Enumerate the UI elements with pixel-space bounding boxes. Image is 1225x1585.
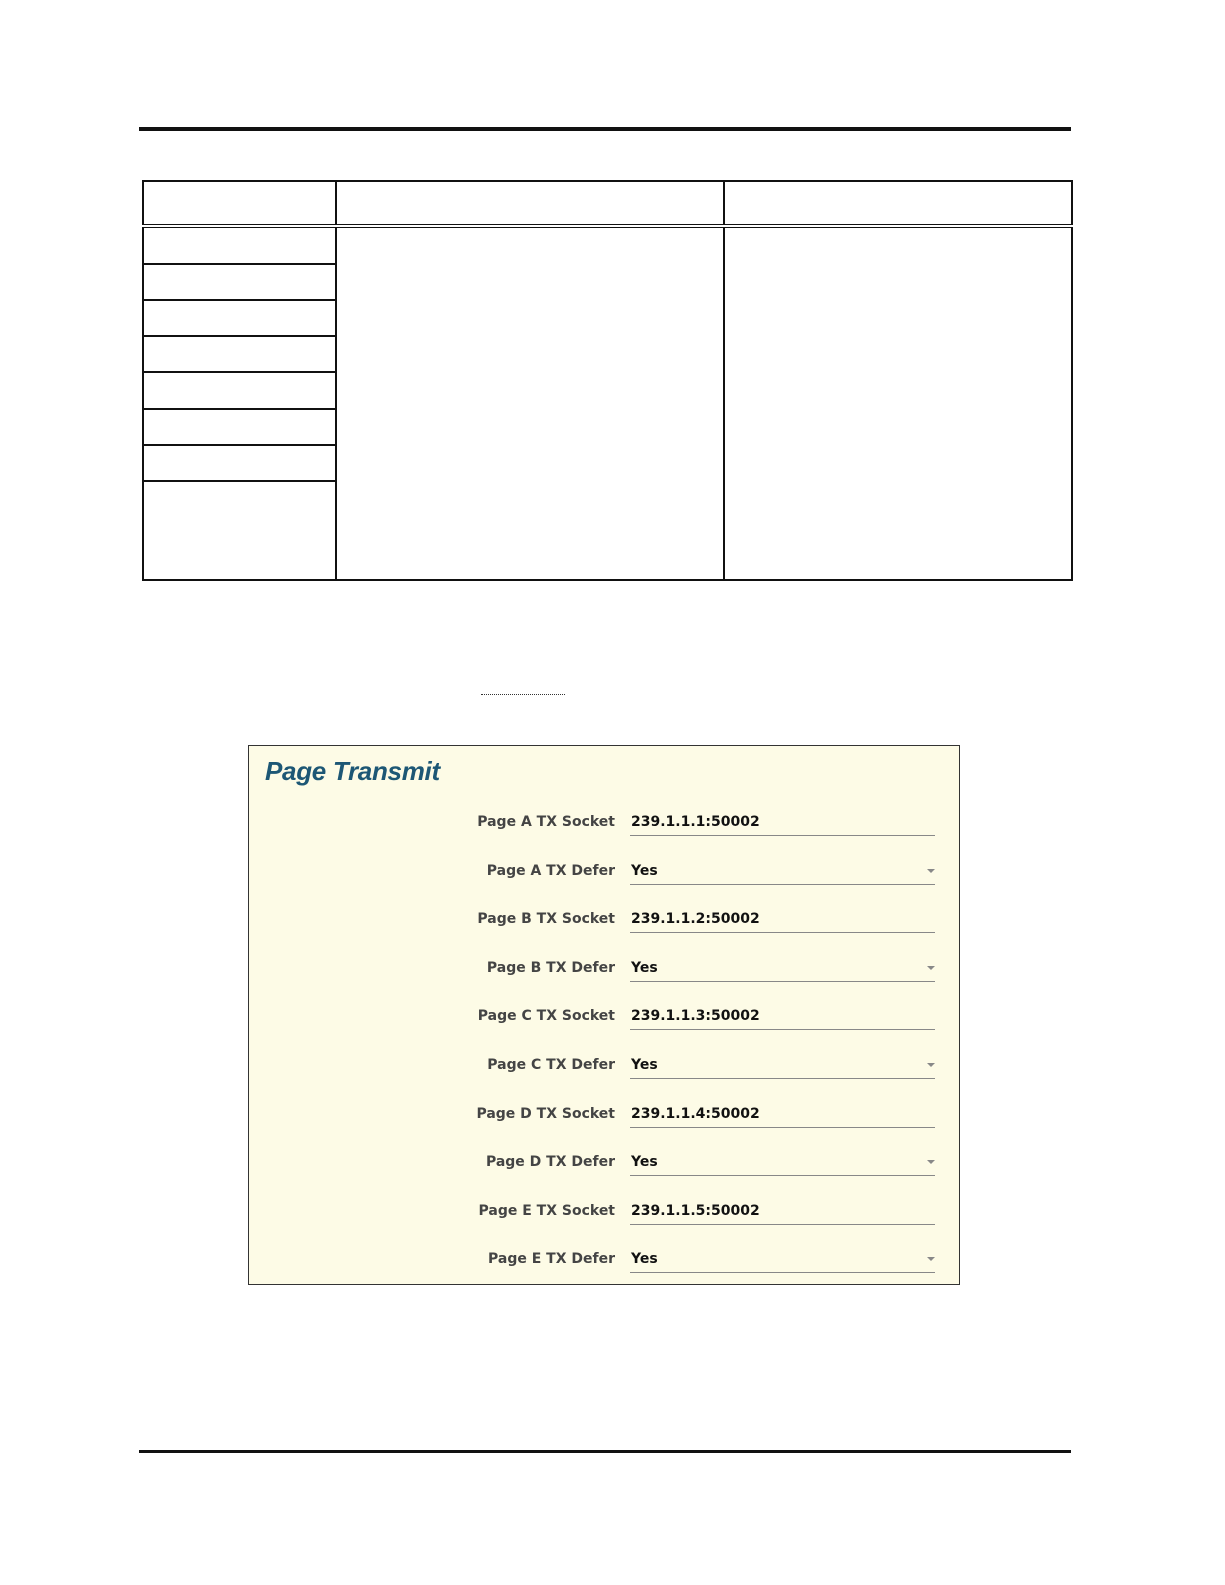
chevron-down-icon[interactable] [927, 869, 935, 873]
table-header-cell [143, 181, 336, 226]
page-c-tx-defer-label: Page C TX Defer [487, 1057, 615, 1073]
table-row [143, 226, 1072, 263]
panel-title: Page Transmit [265, 756, 440, 786]
page-e-tx-defer-label: Page E TX Defer [488, 1251, 615, 1268]
page-e-tx-socket-input[interactable] [630, 1197, 935, 1225]
table-cell [143, 445, 336, 481]
page-e-tx-socket-row [249, 1195, 961, 1231]
page-c-tx-defer-row [249, 1049, 961, 1085]
page-e-tx-defer-row [249, 1243, 961, 1279]
page-a-tx-defer-value: Yes [631, 862, 658, 879]
page-e-tx-socket-label: Page E TX Socket [478, 1202, 615, 1219]
page-c-tx-socket-row [249, 1000, 961, 1036]
page-b-tx-socket-input[interactable] [630, 905, 935, 933]
page-c-tx-socket-value: 239.1.1.3:50002 [631, 1008, 760, 1025]
page-d-tx-socket-input[interactable] [630, 1100, 935, 1128]
table-cell-notes [724, 226, 1072, 580]
page-c-tx-socket-label: Page C TX Socket [477, 1008, 615, 1025]
page-b-tx-defer-select[interactable] [630, 954, 935, 982]
parameter-table [142, 180, 1073, 581]
page-d-tx-socket-label: Page D TX Socket [476, 1105, 615, 1122]
page-c-tx-socket-input[interactable] [630, 1002, 935, 1030]
page-d-tx-defer-row [249, 1146, 961, 1182]
table-cell [143, 336, 336, 372]
page-a-tx-socket-value: 239.1.1.1:50002 [631, 814, 760, 830]
page-b-tx-socket-value: 239.1.1.2:50002 [631, 911, 760, 928]
table-cell [143, 409, 336, 445]
page-e-tx-defer-value: Yes [631, 1251, 658, 1268]
page-a-tx-defer-row [249, 855, 961, 891]
table-cell [143, 372, 336, 408]
chevron-down-icon[interactable] [927, 1063, 935, 1067]
table-cell [143, 481, 336, 580]
page-d-tx-defer-value: Yes [631, 1154, 658, 1171]
table-header-row [143, 181, 1072, 226]
page-a-tx-defer-select[interactable] [630, 857, 935, 885]
page-d-tx-socket-value: 239.1.1.4:50002 [631, 1105, 760, 1122]
page-d-tx-socket-row [249, 1098, 961, 1134]
table-header-cell [724, 181, 1072, 226]
table-header-cell [336, 181, 724, 226]
page-e-tx-defer-select[interactable] [630, 1245, 935, 1273]
table-cell [143, 300, 336, 336]
table-cell [143, 264, 336, 300]
table-cell-description [336, 226, 724, 580]
page-b-tx-defer-value: Yes [631, 959, 658, 976]
table-cell [143, 226, 336, 263]
footer-rule [139, 1450, 1071, 1453]
page-c-tx-defer-select[interactable] [630, 1051, 935, 1079]
page-a-tx-socket-input[interactable] [630, 808, 935, 836]
page-transmit-panel [248, 745, 960, 1285]
chevron-down-icon[interactable] [927, 966, 935, 970]
page-b-tx-defer-row [249, 952, 961, 988]
page-a-tx-socket-label: Page A TX Socket [477, 814, 615, 830]
page-a-tx-defer-label: Page A TX Defer [486, 862, 615, 879]
page-a-tx-socket-row [249, 806, 961, 842]
dotted-link[interactable] [481, 690, 565, 695]
page-d-tx-defer-select[interactable] [630, 1148, 935, 1176]
page-e-tx-socket-value: 239.1.1.5:50002 [631, 1202, 760, 1219]
header-rule [139, 127, 1071, 131]
chevron-down-icon[interactable] [927, 1257, 935, 1261]
page-c-tx-defer-value: Yes [631, 1057, 658, 1073]
page-b-tx-socket-row [249, 903, 961, 939]
chevron-down-icon[interactable] [927, 1160, 935, 1164]
page-b-tx-socket-label: Page B TX Socket [477, 911, 615, 928]
page-b-tx-defer-label: Page B TX Defer [486, 959, 615, 976]
page-d-tx-defer-label: Page D TX Defer [485, 1154, 615, 1171]
